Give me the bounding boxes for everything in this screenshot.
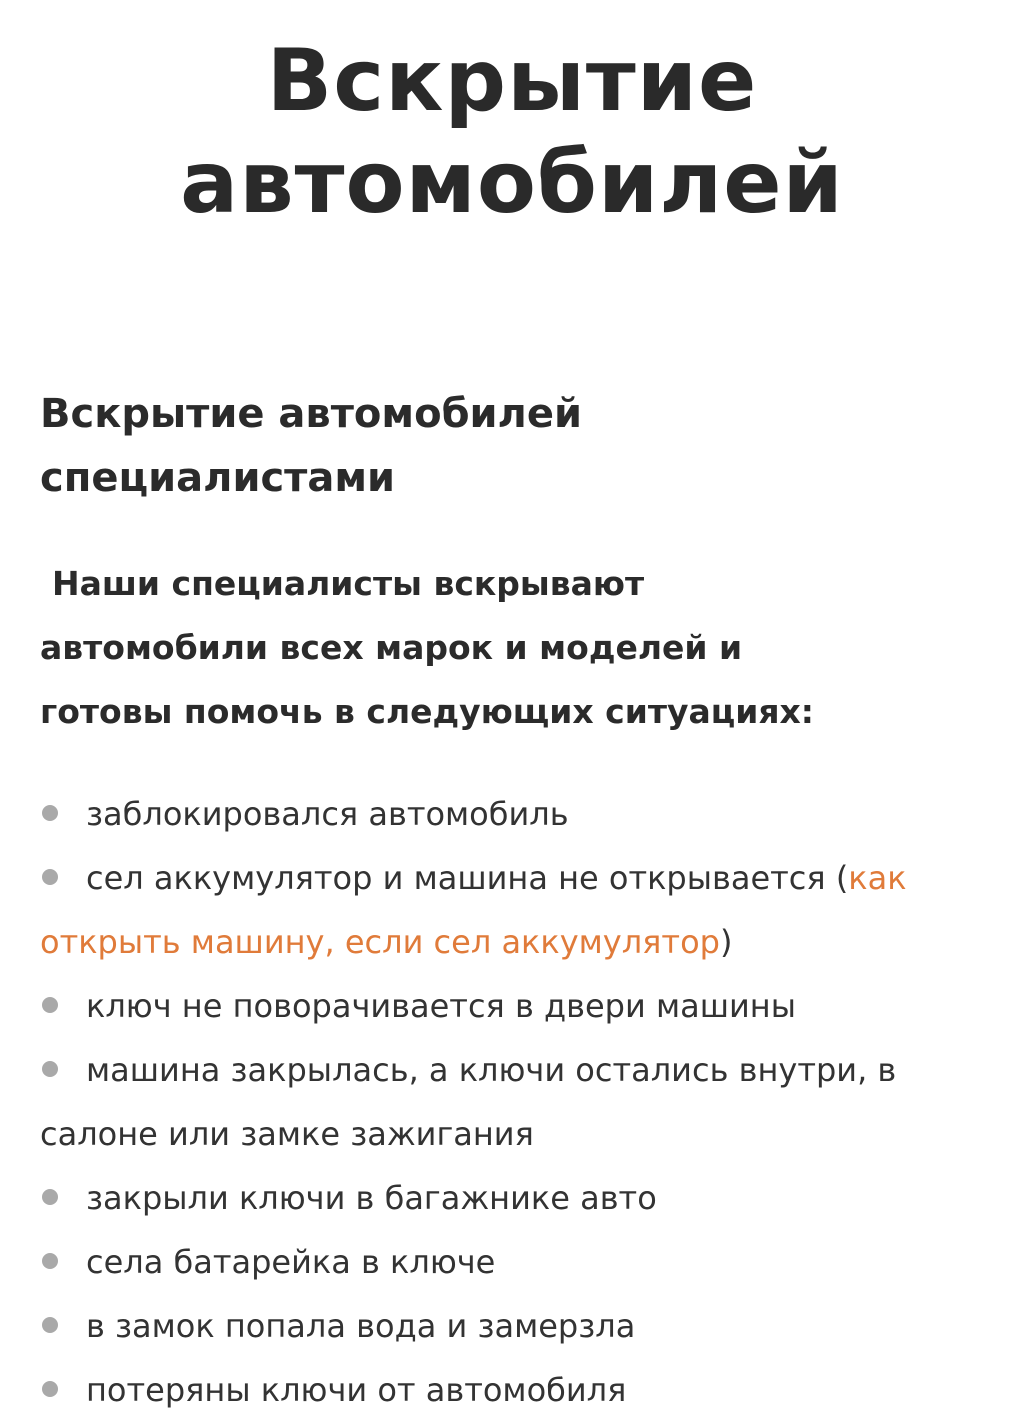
bullet-icon	[42, 1061, 58, 1077]
battery-article-link-continued[interactable]: открыть машину, если сел аккумулятор	[40, 923, 720, 961]
bullet-icon	[42, 1189, 58, 1205]
list-item-text: в замок попала вода и замерзла	[86, 1307, 636, 1345]
situations-list	[40, 782, 980, 1422]
list-item	[40, 1230, 980, 1294]
list-item-text: ключ не поворачивается в двери машины	[86, 987, 796, 1025]
list-item	[40, 1038, 980, 1166]
page-title	[0, 30, 1024, 234]
list-item-text: села батарейка в ключе	[86, 1243, 496, 1281]
list-item-text: потеряны ключи от автомобиля	[86, 1371, 627, 1409]
list-item	[40, 1294, 980, 1358]
list-item-text-continued: салоне или замке зажигания	[40, 1115, 534, 1153]
list-item	[40, 782, 980, 846]
list-item	[40, 1358, 980, 1422]
list-item-text: заблокировался автомобиль	[86, 795, 569, 833]
intro-paragraph	[40, 552, 980, 744]
bullet-icon	[42, 805, 58, 821]
bullet-icon	[42, 997, 58, 1013]
list-item	[40, 846, 980, 974]
section-heading-line-1: Вскрытие автомобилей	[40, 391, 582, 437]
section-heading-line-2: специалистами	[40, 455, 396, 501]
page-title-line-1: Вскрытие	[266, 31, 758, 131]
page-title-line-2: автомобилей	[180, 133, 844, 233]
intro-line-1: Наши специалисты вскрывают	[52, 564, 645, 603]
list-item-text: машина закрылась, а ключи остались внутри, в	[86, 1051, 897, 1089]
list-item-text: сел аккумулятор и машина не открывается (	[86, 859, 849, 897]
bullet-icon	[42, 1381, 58, 1397]
list-item	[40, 1166, 980, 1230]
list-item-text: закрыли ключи в багажнике авто	[86, 1179, 657, 1217]
intro-line-3: готовы помочь в следующих ситуациях:	[40, 692, 815, 731]
section-heading	[40, 382, 980, 510]
bullet-icon	[42, 1253, 58, 1269]
list-item-suffix: )	[719, 923, 733, 961]
bullet-icon	[42, 1317, 58, 1333]
battery-article-link[interactable]: как	[848, 859, 907, 897]
bullet-icon	[42, 869, 58, 885]
intro-line-2: автомобили всех марок и моделей и	[40, 628, 743, 667]
list-item	[40, 974, 980, 1038]
